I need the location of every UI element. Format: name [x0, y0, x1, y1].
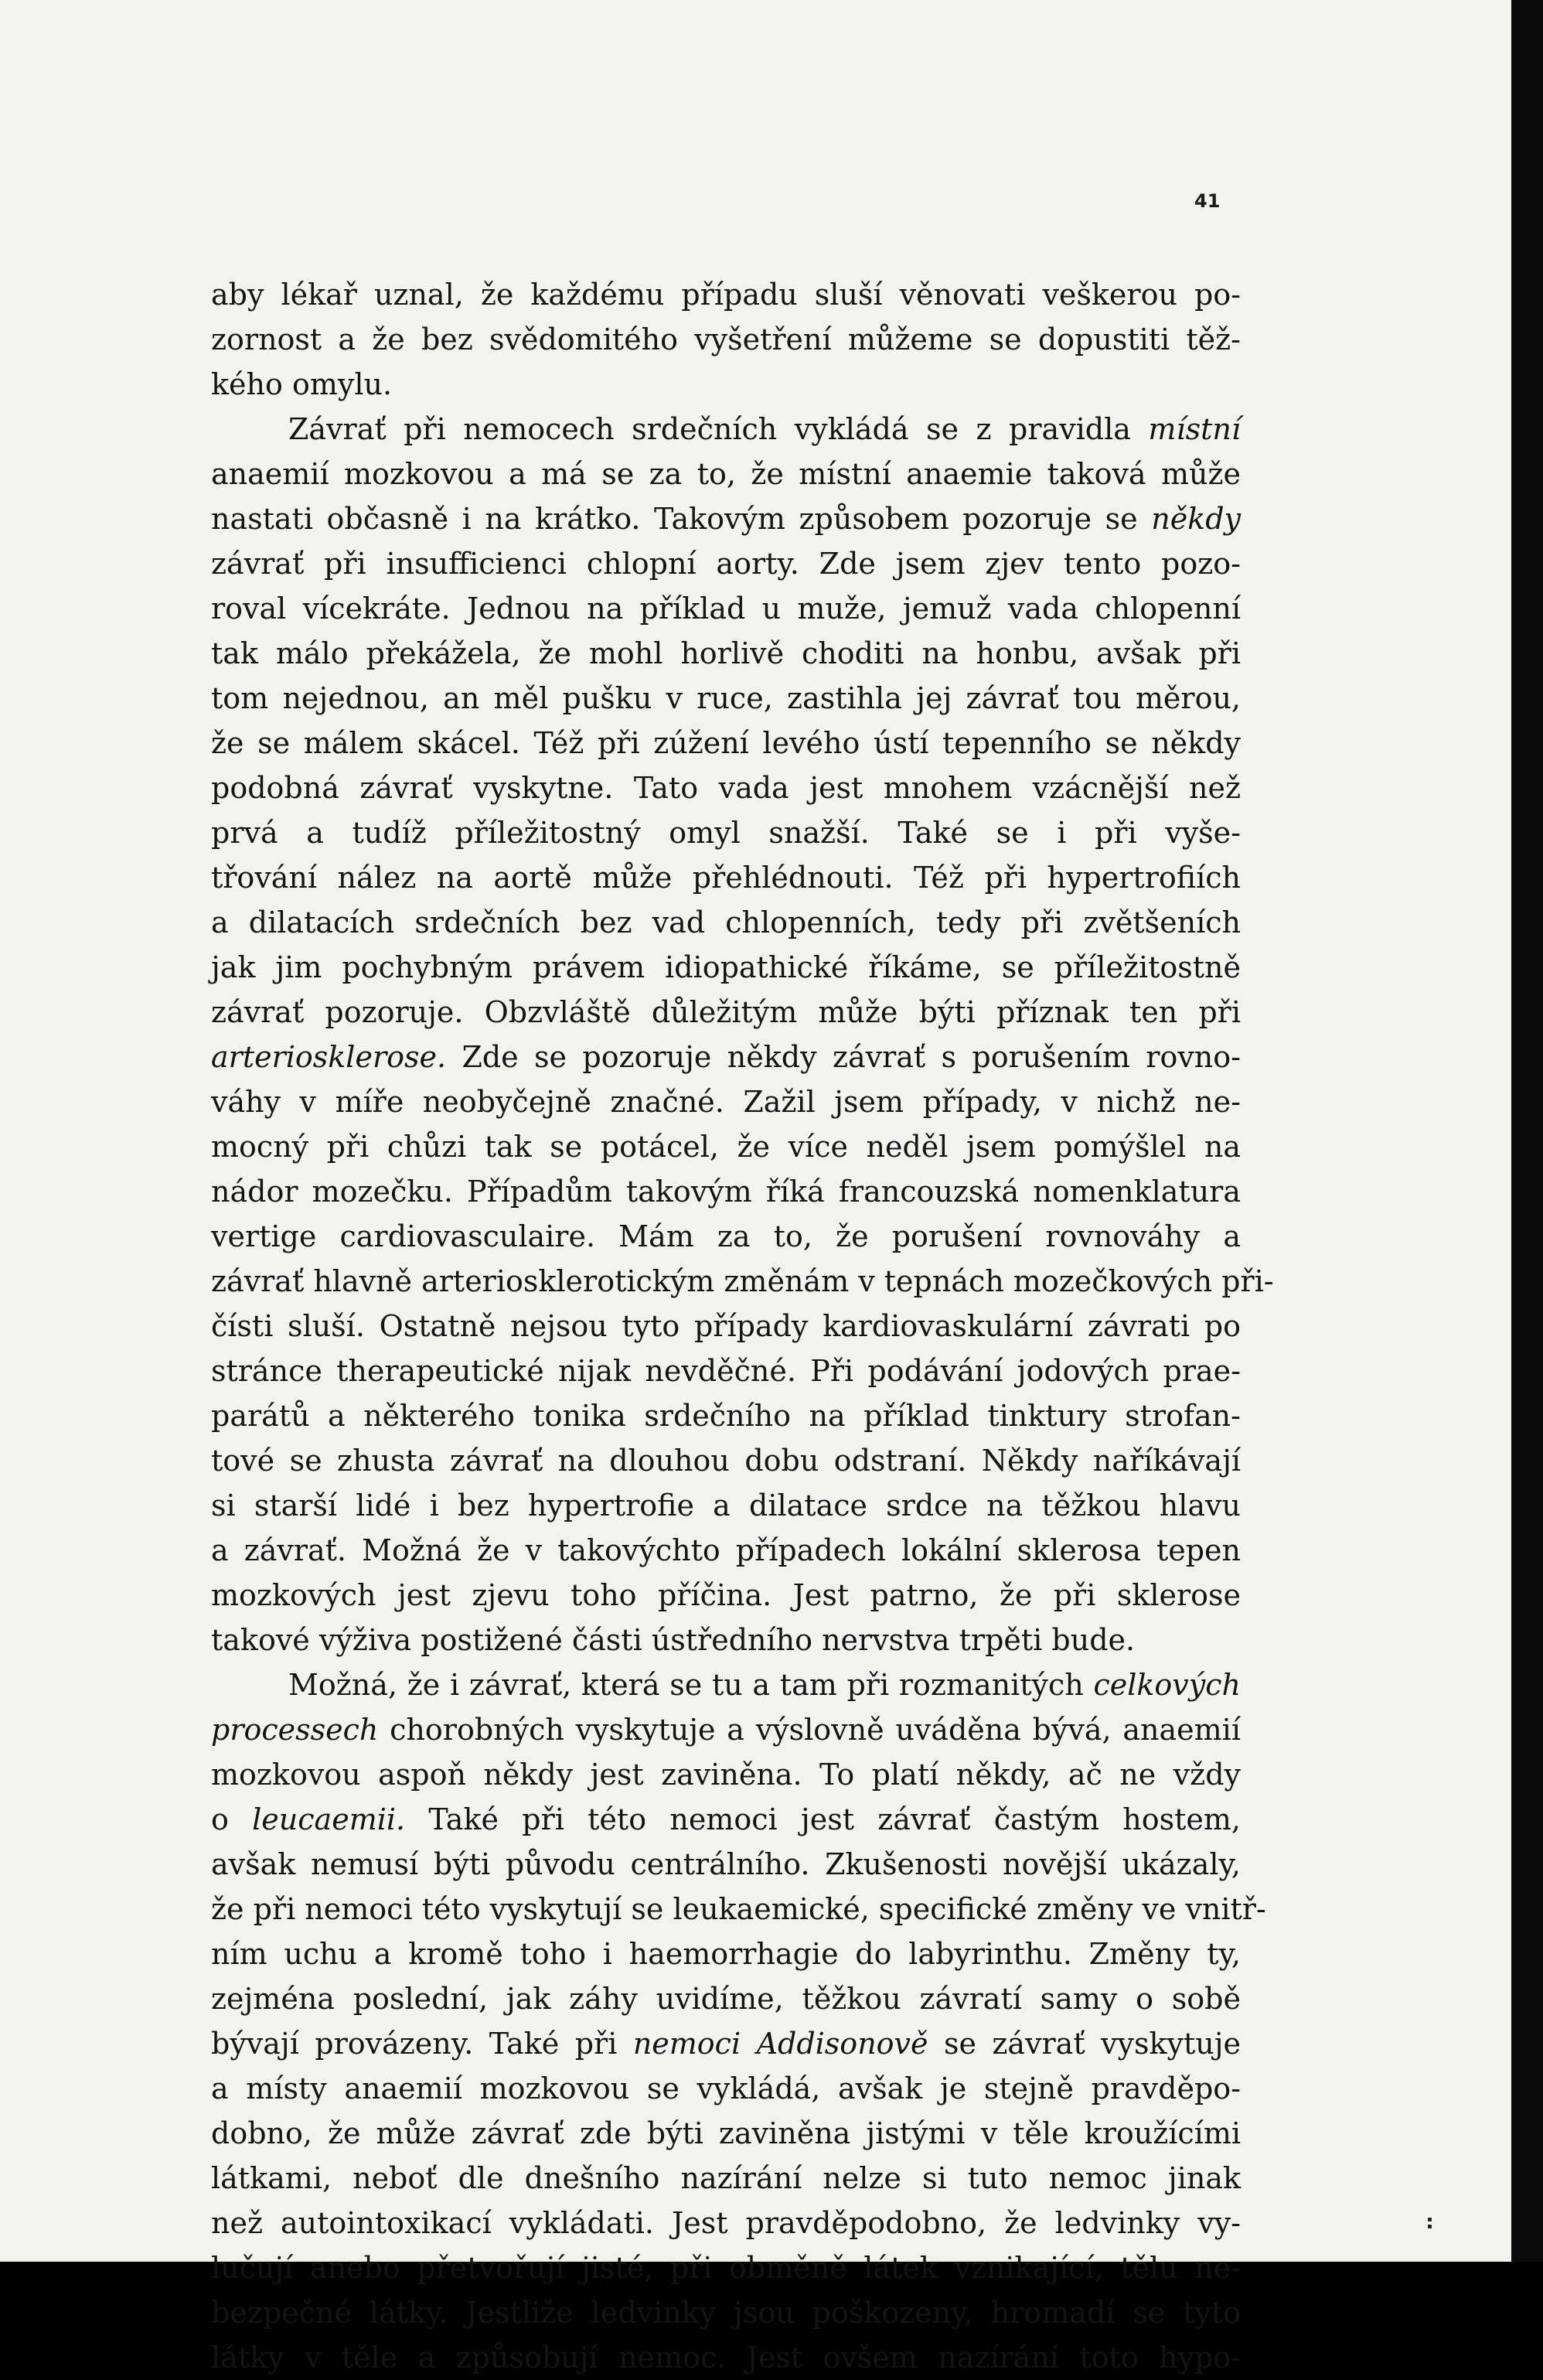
text-line: že při nemoci této vyskytují se leukaemické, specifické změny ve vnitř-	[211, 1892, 1266, 1926]
text-run: Závrať při nemocech srdečních vykládá se z pravidla	[288, 412, 1149, 446]
text-line: anaemií mozkovou a má se za to, že místní anaemie taková může	[211, 457, 1241, 491]
text-line: prvá a tudíž příležitostný omyl snažší. Také se i při vyše-	[211, 816, 1241, 850]
text-line: a místy anaemií mozkovou se vykládá, avšak je stejně pravděpo-	[211, 2071, 1241, 2106]
text-line	[211, 1797, 1241, 1842]
text-line	[211, 2021, 1241, 2066]
text-line: jak jim pochybným právem idiopathické říkáme, se příležitostně	[211, 950, 1241, 984]
text-line: že se málem skácel. Též při zúžení levého ústí tepenního se někdy	[211, 726, 1241, 760]
text-line: mozkovou aspoň někdy jest zaviněna. To platí někdy, ač ne vždy	[211, 1758, 1241, 1792]
text-line: tak málo překážela, že mohl horlivě choditi na honbu, avšak při	[211, 636, 1241, 670]
text-line	[211, 407, 1241, 452]
text-line: čísti sluší. Ostatně nejsou tyto případy kardiovaskulární závrati po	[211, 1309, 1241, 1343]
text-line: třování nález na aortě může přehlédnouti. Též při hypertrofiích	[211, 861, 1241, 895]
text-run: se závrať vyskytuje	[928, 2027, 1241, 2061]
text-run: chorobných vyskytuje a výslovně uváděna bývá, anaemií	[378, 1713, 1241, 1747]
text-line: zornost a že bez svědomitého vyšetření můžeme se dopustiti těž-	[211, 322, 1241, 356]
text-line: mozkových jest zjevu toho příčina. Jest patrno, že při sklerose	[211, 1578, 1241, 1612]
text-line: než autointoxikací vykládati. Jest pravděpodobno, že ledvinky vy-	[211, 2206, 1241, 2240]
text-line	[211, 1035, 1241, 1079]
text-line: a závrať. Možná že v takovýchto případech lokální sklerosa tepen	[211, 1533, 1241, 1567]
text-run: o	[211, 1802, 253, 1836]
body-text	[211, 272, 1274, 2380]
text-line: látkami, neboť dle dnešního nazírání nelze si tuto nemoc jinak	[211, 2161, 1241, 2195]
page-number: 41	[1194, 190, 1221, 212]
text-line: tom nejednou, an měl pušku v ruce, zastihla jej závrať tou měrou,	[211, 681, 1241, 715]
text-line: aby lékař uznal, že každému případu sluší věnovati veškerou po-	[211, 278, 1241, 312]
text-line: ním uchu a kromě toho i haemorrhagie do labyrinthu. Změny ty,	[211, 1937, 1241, 1971]
scan-border	[1511, 0, 1543, 2262]
text-line: a dilatacích srdečních bez vad chlopenních, tedy při zvětšeních	[211, 905, 1241, 939]
italic-term: processech	[211, 1713, 379, 1747]
text-line: avšak nemusí býti původu centrálního. Zkušenosti novější ukázaly,	[211, 1847, 1241, 1881]
italic-term: nemoci Addisonově	[632, 2027, 928, 2061]
text-line: látky v těle a způsobují nemoc. Jest ovšem nazírání toto hypo-	[211, 2341, 1241, 2375]
scan-speck	[1428, 2218, 1432, 2228]
italic-term: arteriosklerose.	[211, 1040, 447, 1074]
text-line: parátů a některého tonika srdečního na příklad tinktury strofan-	[211, 1399, 1241, 1433]
text-line: stránce therapeutické nijak nevděčné. Při podávání jodových prae-	[211, 1354, 1241, 1388]
text-line: podobná závrať vyskytne. Tato vada jest mnohem vzácnější než	[211, 771, 1241, 805]
text-line: nádor mozečku. Případům takovým říká francouzská nomenklatura	[211, 1175, 1241, 1209]
text-line: bezpečné látky. Jestliže ledvinky jsou poškozeny, hromadí se tyto	[211, 2296, 1241, 2330]
text-line: závrať při insufficienci chlopní aorty. Zde jsem zjev tento pozo-	[211, 547, 1241, 581]
text-line: vertige cardiovasculaire. Mám za to, že porušení rovnováhy a	[211, 1219, 1241, 1253]
italic-term: leucaemii.	[252, 1802, 406, 1836]
text-line: zejména poslední, jak záhy uvidíme, těžkou závratí samy o sobě	[211, 1982, 1241, 2016]
text-line: lučují anebo přetvořují jisté, při obměně látek vznikající, tělu ne-	[211, 2251, 1241, 2285]
text-line: váhy v míře neobyčejně značné. Zažil jsem případy, v nichž ne-	[211, 1085, 1241, 1119]
text-run: Možná, že i závrať, která se tu a tam při rozmanitých	[288, 1668, 1094, 1702]
text-run: Zde se pozoruje někdy závrať s porušením rovno-	[446, 1040, 1241, 1074]
text-run: nastati občasně i na krátko. Takovým způsobem pozoruje se	[211, 502, 1152, 536]
italic-term: místní	[1148, 412, 1241, 446]
text-line: roval vícekráte. Jednou na příklad u muže, jemuž vada chlopenní	[211, 592, 1241, 626]
text-line: mocný při chůzi tak se potácel, že více neděl jsem pomýšlel na	[211, 1130, 1241, 1164]
text-run: bývají provázeny. Také při	[211, 2027, 633, 2061]
text-line	[211, 496, 1241, 541]
italic-term: celkových	[1093, 1668, 1241, 1702]
text-line: kého omylu.	[211, 367, 393, 401]
text-line: závrať pozoruje. Obzvláště důležitým může býti příznak ten při	[211, 995, 1241, 1029]
text-line: takové výživa postižené části ústředního nervstva trpěti bude.	[211, 1623, 1136, 1657]
text-line	[211, 1707, 1241, 1752]
text-line: závrať hlavně arteriosklerotickým změnám v tepnách mozečkových při-	[211, 1264, 1274, 1298]
text-run: Také při této nemoci jest závrať častým hostem,	[405, 1802, 1241, 1836]
text-line: dobno, že může závrať zde býti zaviněna jistými v těle kroužícími	[211, 2116, 1241, 2150]
text-line: tové se zhusta závrať na dlouhou dobu odstraní. Někdy naříkávají	[211, 1444, 1241, 1478]
italic-term: někdy	[1151, 502, 1241, 536]
text-line	[211, 1662, 1241, 1707]
text-line: si starší lidé i bez hypertrofie a dilatace srdce na těžkou hlavu	[211, 1488, 1241, 1522]
